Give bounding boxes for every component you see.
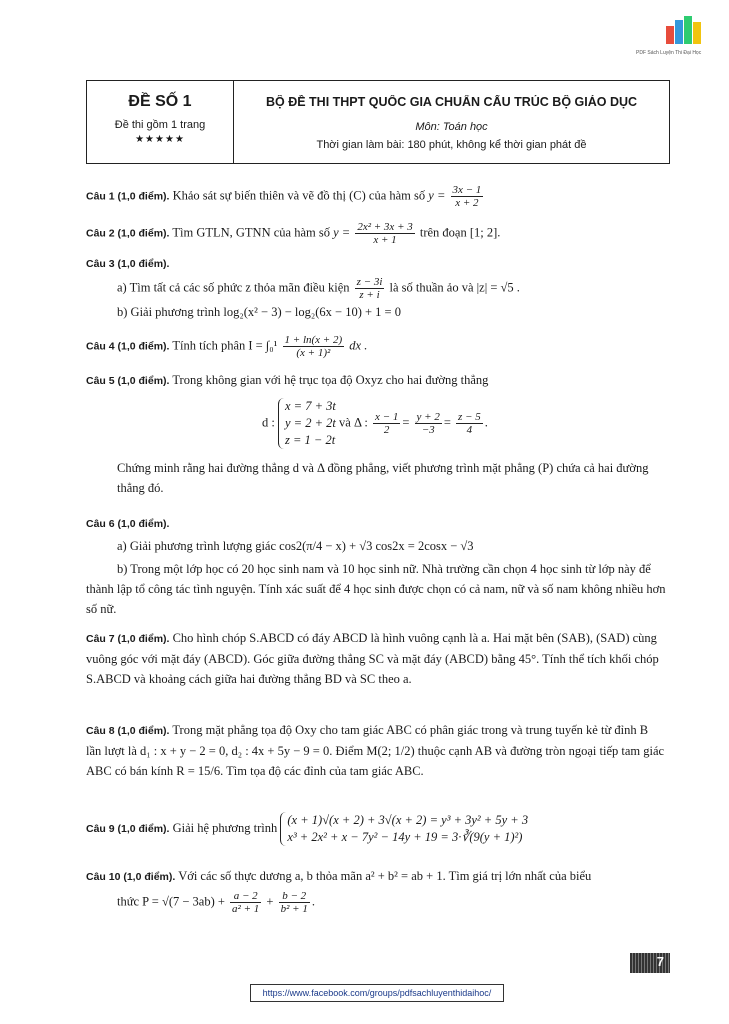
fraction xyxy=(373,411,400,436)
fraction xyxy=(355,221,414,246)
question-label: Câu 1 (1,0 điểm). xyxy=(86,190,170,203)
question-6b: b) Trong một lớp học có 20 học sinh nam và 10 học sinh nữ. Nhà trường cần chọn 4 học sinh từ lớp này để thành lập tổ công tác tình nguyện. Tính xác suất để 4 học sinh được chọn có cả nam, nữ và số nam không nhiều hơn số nữ. xyxy=(86,562,666,616)
question-text: Trong không gian với hệ trục tọa độ Oxyz cho hai đường thẳng xyxy=(172,373,489,387)
fraction xyxy=(279,890,310,915)
system-brace xyxy=(278,398,336,449)
question-label: Câu 6 (1,0 điểm). xyxy=(86,518,170,530)
question-4 xyxy=(86,334,672,359)
formula-lhs: y = xyxy=(428,188,446,203)
system-line: z = 1 − 2t xyxy=(284,433,336,447)
question-tail: là số thuần ảo và |z| = √5 . xyxy=(389,280,520,295)
denominator: x + 2 xyxy=(455,197,479,209)
system-line: x = 7 + 3t xyxy=(284,399,336,413)
question-2 xyxy=(86,221,672,246)
question-text: Trong mặt phẳng tọa độ Oxy cho tam giác ABC có phân giác trong và trung tuyến kẻ từ đỉnh B lần lượt là d₁ : x + y − 2 = 0, d₂ : 4x + 5y − 9 = 0. Điểm M(2; 1/2) thuộc cạnh AB và đường tròn ngoại tiếp tam giác ABC có bán kính R = 15/6. Tìm tọa độ các đỉnh của tam giác ABC. xyxy=(86,723,665,778)
question-label: Câu 4 (1,0 điểm). xyxy=(86,340,170,353)
numerator: 1 + ln(x + 2) xyxy=(284,334,343,346)
denominator: z + i xyxy=(359,289,380,301)
question-label: Câu 9 (1,0 điểm). xyxy=(86,822,170,835)
logo-text: PDF Sách Luyện Thi Đại Học xyxy=(636,50,702,56)
denominator: x + 1 xyxy=(373,234,397,246)
exam-time: Thời gian làm bài: 180 phút, không kể thời gian phát đề xyxy=(316,139,587,151)
question-label: Câu 10 (1,0 điểm). xyxy=(86,871,176,883)
fraction xyxy=(283,334,345,359)
question-1 xyxy=(86,184,672,209)
header-left xyxy=(87,81,234,163)
question-6a: a) Giải phương trình lượng giác cos2(π/4 − x) + √3 cos2x = 2cosx − √3 xyxy=(117,539,474,553)
formula-lhs: y = xyxy=(333,225,351,240)
question-9 xyxy=(86,812,672,846)
denominator: 2 xyxy=(383,424,390,436)
plus-sign: + xyxy=(266,894,274,909)
numerator: x − 1 xyxy=(375,411,399,423)
question-tail: trên đoạn [1; 2]. xyxy=(419,225,501,240)
question-3 xyxy=(86,255,672,272)
question-label: Câu 3 (1,0 điểm). xyxy=(86,258,170,270)
question-3b: b) Giải phương trình log₂(x² − 3) − log₂(6x − 10) + 1 = 0 xyxy=(117,305,401,319)
fraction xyxy=(456,411,483,436)
system-line: y = 2 + 2t xyxy=(284,416,336,430)
question-label: Câu 8 (1,0 điểm). xyxy=(86,725,170,737)
books-logo-icon xyxy=(664,12,704,46)
question-label: Câu 7 (1,0 điểm). xyxy=(86,633,170,645)
numerator: y + 2 xyxy=(416,411,440,423)
fraction xyxy=(355,276,385,301)
numerator: z − 3i xyxy=(356,276,383,288)
fraction xyxy=(415,411,442,436)
question-5 xyxy=(86,372,672,389)
subject: Môn: Toán học xyxy=(415,121,488,133)
fraction xyxy=(451,184,484,209)
system-line: (x + 1)√(x + 2) + 3√(x + 2) = y³ + 3y² + 5y + 3 xyxy=(287,813,529,827)
page-number: 7 xyxy=(656,954,664,969)
denominator: b² + 1 xyxy=(280,903,308,915)
exam-header xyxy=(86,80,670,164)
numerator: a − 2 xyxy=(230,890,261,903)
question-text: Khảo sát sự biến thiên và vẽ đồ thị (C) của hàm số xyxy=(172,188,426,203)
numerator: 3x − 1 xyxy=(452,184,482,196)
system-brace xyxy=(280,812,528,846)
question-text: a) Tìm tất cả các số phức z thỏa mãn điều kiện xyxy=(117,280,350,295)
fraction xyxy=(230,890,261,915)
denominator: (x + 1)² xyxy=(296,347,331,359)
numerator: z − 5 xyxy=(458,411,481,423)
exam-number: ĐỀ SỐ 1 xyxy=(128,93,192,110)
question-text: Với các số thực dương a, b thỏa mãn a² + b² = ab + 1. Tìm giá trị lớn nhất của biểu xyxy=(178,869,592,883)
question-7 xyxy=(86,628,666,689)
question-text: Cho hình chóp S.ABCD có đáy ABCD là hình vuông cạnh là a. Hai mặt bên (SAB), (SAD) cùng vuông góc với mặt đáy (ABCD). Góc giữa đường thẳng SC và mặt đáy (ABCD) bằng 45°. Tính thể tích khối chóp S.ABCD và khoảng cách giữa hai đường thẳng BD và SC theo a. xyxy=(86,631,659,686)
question-text: Tính tích phân I = ∫₀¹ xyxy=(172,338,278,353)
question-10 xyxy=(86,868,672,885)
denominator: a² + 1 xyxy=(232,903,260,915)
denominator: −3 xyxy=(421,424,435,436)
question-5-task: Chứng minh rằng hai đường thẳng d và Δ đồng phẳng, viết phương trình mặt phẳng (P) chứa cả hai đường thẳng đó. xyxy=(117,461,649,495)
exam-title: BỘ ĐỀ THI THPT QUỐC GIA CHUẨN CẤU TRÚC BỘ GIÁO DỤC xyxy=(265,95,638,109)
page-number-badge xyxy=(630,953,670,973)
question-3a xyxy=(117,276,520,301)
numerator: b − 2 xyxy=(279,890,310,903)
header-right xyxy=(234,81,669,163)
question-label: Câu 2 (1,0 điểm). xyxy=(86,227,170,240)
line-d-label: d : xyxy=(262,415,275,430)
expression-text: thức P = √(7 − 3ab) + xyxy=(117,894,225,909)
question-8 xyxy=(86,720,666,781)
question-label: Câu 5 (1,0 điểm). xyxy=(86,375,170,387)
footer-url-link[interactable]: https://www.facebook.com/groups/pdfsachluyenthidaihoc/ xyxy=(250,984,504,1002)
question-tail: dx . xyxy=(349,338,368,353)
denominator: 4 xyxy=(466,424,473,436)
question-text: Tìm GTLN, GTNN của hàm số xyxy=(172,225,330,240)
line-delta-label: và Δ : xyxy=(339,415,368,430)
question-10-expression: thức P = √(7 − 3ab) + $\frac{a - 2}{\text{a² + 1}}$ + $\frac{b - 2}{\text{b² + 1}}$ . xyxy=(117,890,315,915)
question-6 xyxy=(86,515,672,532)
numerator: 2x² + 3x + 3 xyxy=(357,221,413,233)
page-count: Đề thi gồm 1 trang xyxy=(114,119,206,131)
question-text: Giải hệ phương trình xyxy=(172,820,278,835)
difficulty-stars: ★★★★★ xyxy=(135,134,185,145)
system-line: x³ + 2x² + x − 7y² − 14y + 19 = 3·∛(9(y + 1)²) xyxy=(287,830,523,844)
question-5-lines: d : x = 7 + 3t y = 2 + 2t z = 1 − 2t và Δ : $\frac{x - 1}{2}$ = $\frac{y + 2}{-3}$ = $\frac{z - 5}{4}$ . xyxy=(262,399,488,447)
